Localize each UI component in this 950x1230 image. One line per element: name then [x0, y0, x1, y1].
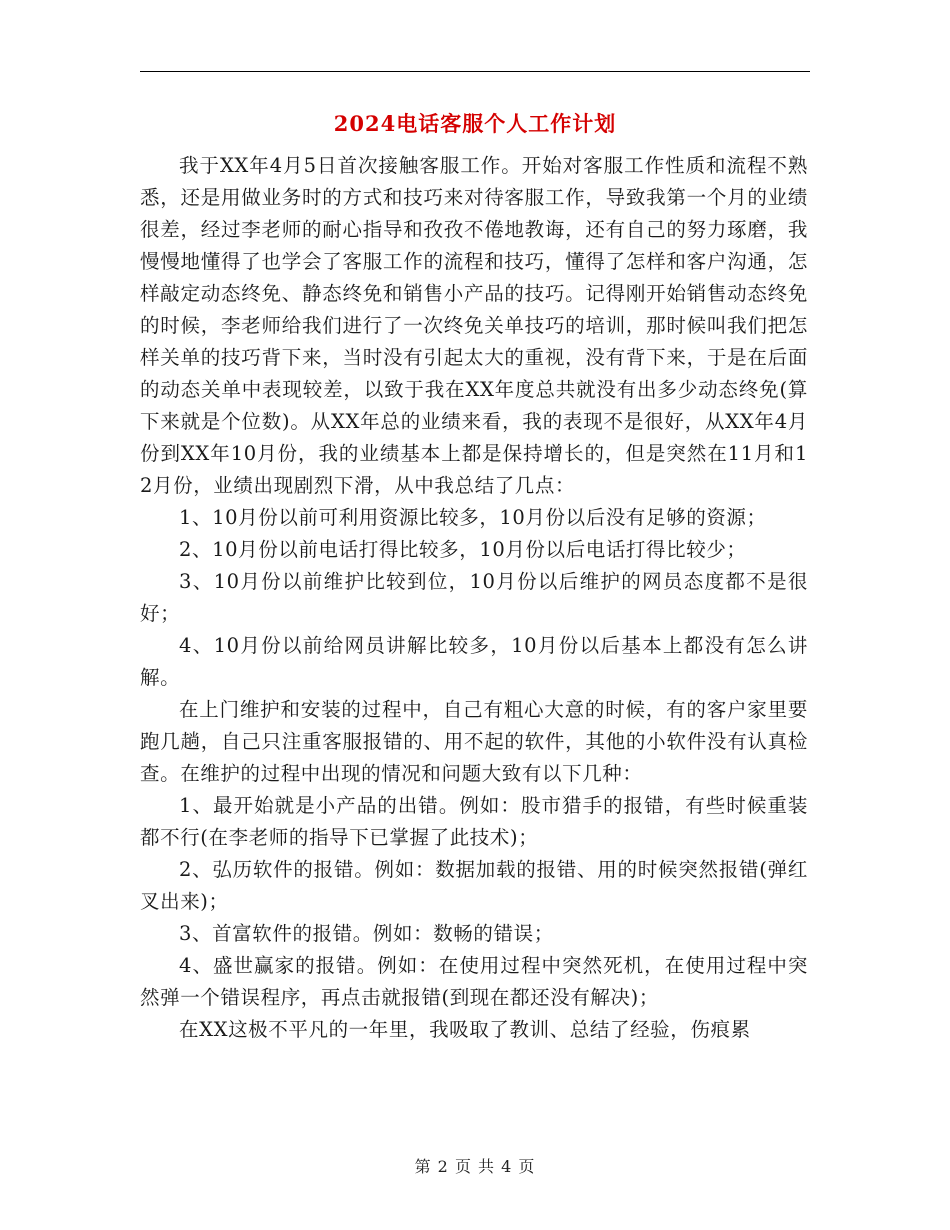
document-body	[140, 150, 808, 1046]
paragraph: 我于XX年4月5日首次接触客服工作。开始对客服工作性质和流程不熟悉，还是用做业务时的方式和技巧来对待客服工作，导致我第一个月的业绩很差，经过李老师的耐心指导和孜孜不倦地教诲，还有自己的努力琢磨，我慢慢地懂得了也学会了客服工作的流程和技巧，懂得了怎样和客户沟通，怎样敲定动态终免、静态终免和销售小产品的技巧。记得刚开始销售动态终免的时候，李老师给我们进行了一次终免关单技巧的培训，那时候叫我们把怎样关单的技巧背下来，当时没有引起太大的重视，没有背下来，于是在后面的动态关单中表现较差，以致于我在XX年度总共就没有出多少动态终免(算下来就是个位数)。从XX年总的业绩来看，我的表现不是很好，从XX年4月份到XX年10月份，我的业绩基本上都是保持增长的，但是突然在11月和12月份，业绩出现剧烈下滑，从中我总结了几点：	[140, 154, 808, 497]
header-rule	[140, 71, 810, 72]
list-item: 2、弘历软件的报错。例如：数据加载的报错、用的时候突然报错(弹红叉出来)；	[140, 858, 808, 913]
page-footer: 第 2 页 共 4 页	[414, 1157, 536, 1176]
list-item: 4、盛世赢家的报错。例如：在使用过程中突然死机，在使用过程中突然弹一个错误程序，再点击就报错(到现在都还没有解决)；	[140, 954, 808, 1009]
paragraph: 在上门维护和安装的过程中，自己有粗心大意的时候，有的客户家里要跑几趟，自己只注重客服报错的、用不起的软件，其他的小软件没有认真检查。在维护的过程中出现的情况和问题大致有以下几种：	[140, 698, 808, 785]
document-title: 2024电话客服个人工作计划	[333, 111, 617, 136]
list-item: 2、10月份以前电话打得比较多，10月份以后电话打得比较少；	[179, 538, 747, 561]
list-item: 3、首富软件的报错。例如：数畅的错误；	[179, 922, 554, 945]
list-item: 3、10月份以前维护比较到位，10月份以后维护的网员态度都不是很好；	[140, 570, 808, 625]
list-item: 1、10月份以前可利用资源比较多，10月份以后没有足够的资源；	[179, 506, 767, 529]
list-item: 1、最开始就是小产品的出错。例如：股市猎手的报错，有些时候重装都不行(在李老师的指导下已掌握了此技术)；	[140, 794, 808, 849]
list-item: 4、10月份以前给网员讲解比较多，10月份以后基本上都没有怎么讲解。	[140, 634, 808, 689]
paragraph: 在XX这极不平凡的一年里，我吸取了教训、总结了经验，伤痕累	[179, 1018, 751, 1041]
